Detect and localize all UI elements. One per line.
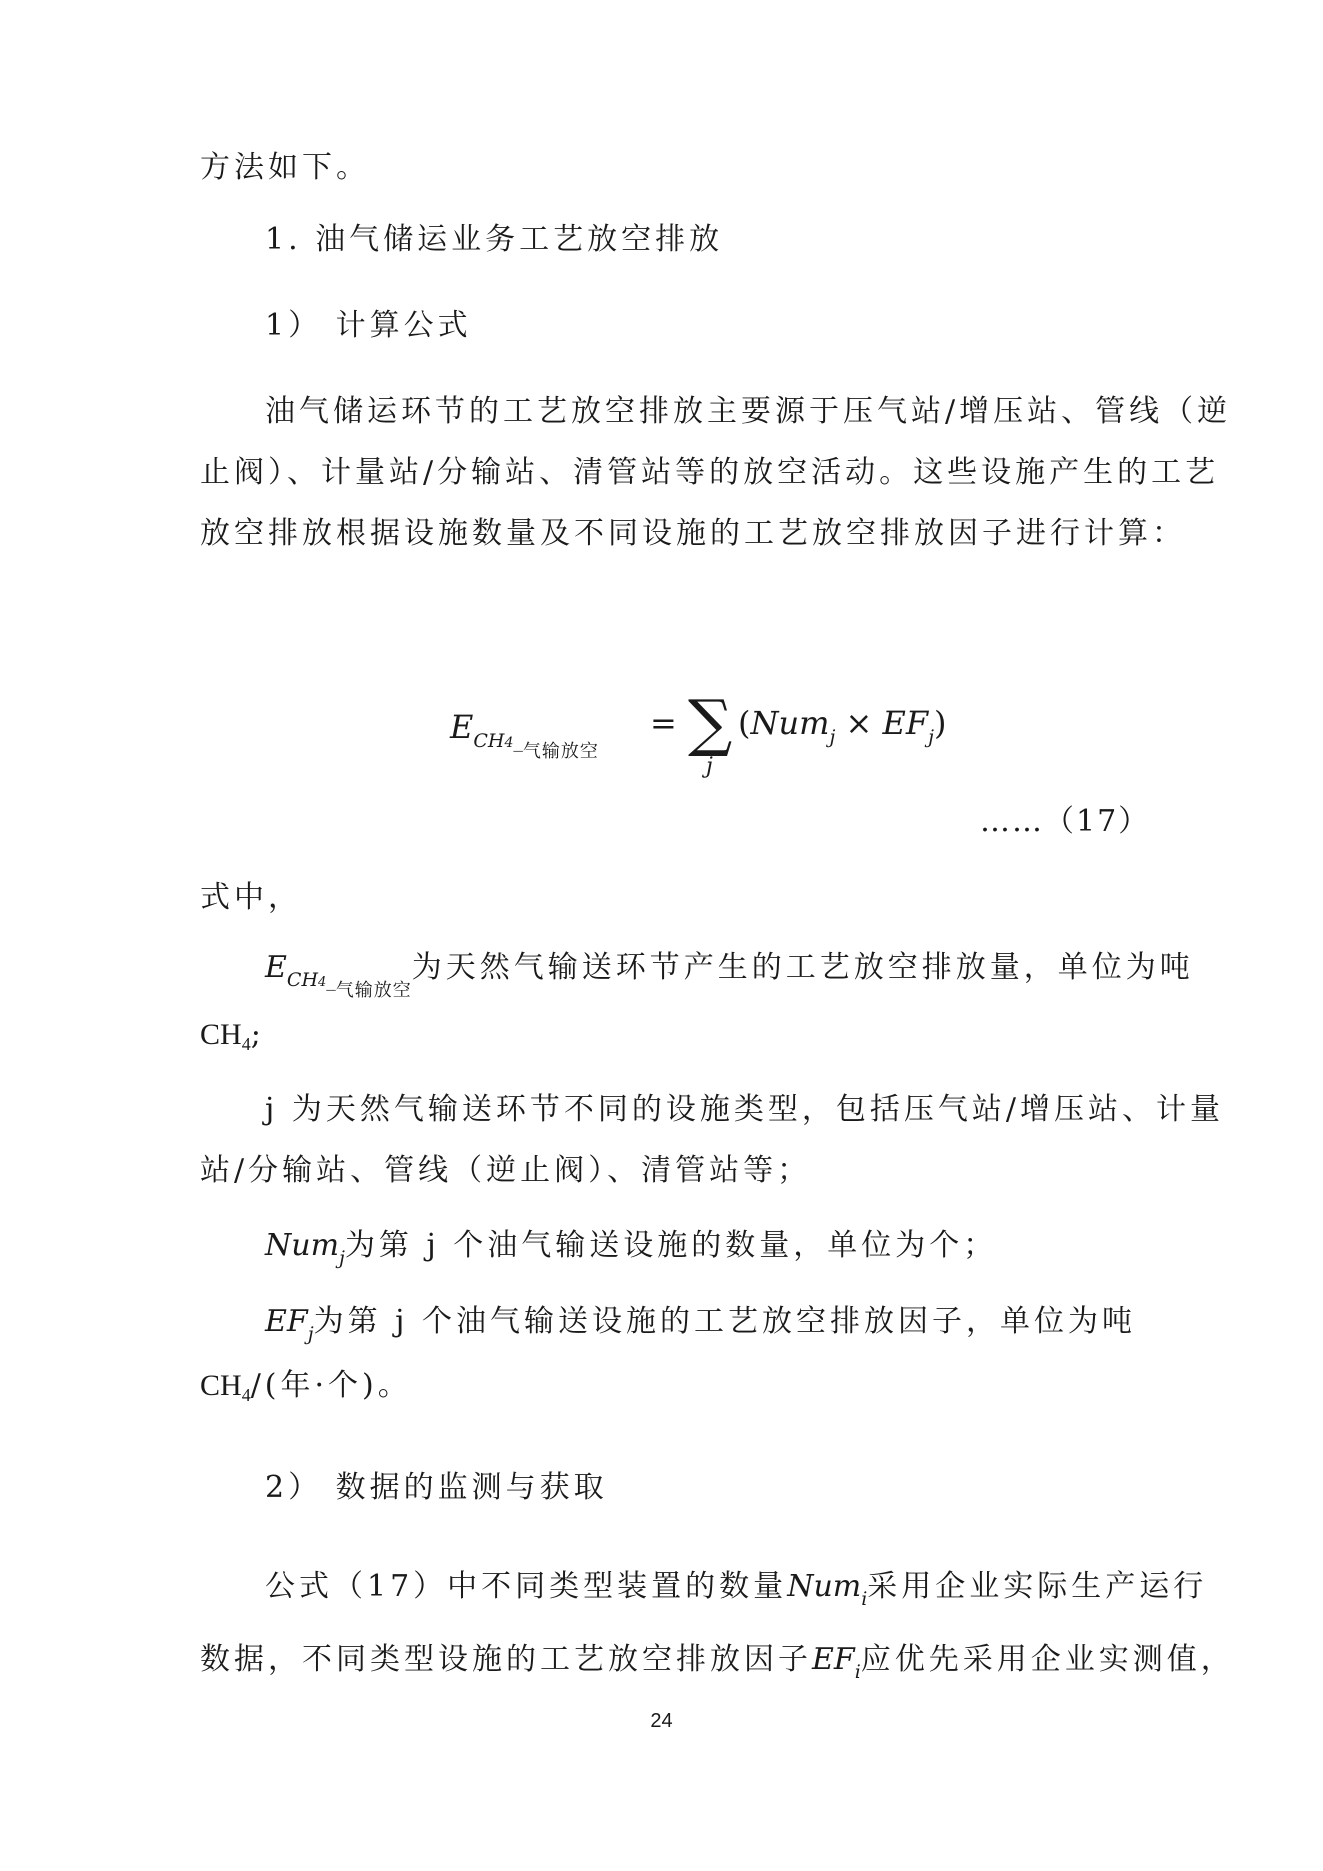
symbol-e-ch4: $E_{CH4\_气输放空}$ <box>265 950 412 1001</box>
text-line: 方法如下。 <box>200 150 370 185</box>
subsection-heading: 2） 数据的监测与获取 <box>265 1470 608 1505</box>
symbol-ef-i: $EF_i$ <box>812 1642 861 1683</box>
definition-line: Num$_j$为第 j 个油气输送设施的数量，单位为个； <box>265 1228 998 1269</box>
symbol-num-j: Num$_j$ <box>265 1228 345 1269</box>
definition-line: $E_{CH4\_气输放空}$为天然气输送环节产生的工艺放空排放量，单位为吨 <box>265 950 1194 1001</box>
definition-line: $EF_j$为第 j 个油气输送设施的工艺放空排放因子，单位为吨 <box>265 1304 1136 1345</box>
paragraph-line: 止阀）、计量站/分输站、清管站等的放空活动。这些设施产生的工艺 <box>200 455 1220 490</box>
equation-17 <box>440 686 947 790</box>
symbol-ef-j: $EF_j$ <box>265 1304 314 1345</box>
subsection-heading: 1） 计算公式 <box>265 308 472 343</box>
summation-index: j <box>706 754 713 779</box>
symbol-num-i: Num$_i$ <box>787 1569 868 1610</box>
section-heading: 1. 油气储运业务工艺放空排放 <box>265 222 724 257</box>
page-number: 24 <box>650 1710 673 1732</box>
equation-number: ……（17） <box>980 804 1151 839</box>
definition-line: j 为天然气输送环节不同的设施类型，包括压气站/增压站、计量 <box>265 1092 1224 1127</box>
paragraph-line: 公式（17）中不同类型装置的数量Num$_i$采用企业实际生产运行 <box>265 1569 1208 1610</box>
paragraph-line: 油气储运环节的工艺放空排放主要源于压气站/增压站、管线（逆 <box>265 394 1232 429</box>
definition-line: 站/分输站、管线（逆止阀）、清管站等； <box>200 1153 812 1188</box>
paragraph-line: 放空排放根据设施数量及不同设施的工艺放空排放因子进行计算： <box>200 516 1186 551</box>
text-line: 式中， <box>200 880 302 915</box>
equation-rhs: $(Num_j \times EF_j)$ <box>738 704 947 748</box>
equals-sign: = <box>650 704 677 742</box>
unit-line: $CH_4$; <box>200 1017 265 1054</box>
paragraph-line: 数据，不同类型设施的工艺放空排放因子$EF_i$应优先采用企业实测值， <box>200 1642 1235 1683</box>
unit-line: $CH_4/$(年·个)。 <box>200 1368 412 1405</box>
summation-symbol: ∑ <box>688 686 733 759</box>
equation-lhs: $E_{CH4\_气输放空}$ <box>450 708 599 762</box>
